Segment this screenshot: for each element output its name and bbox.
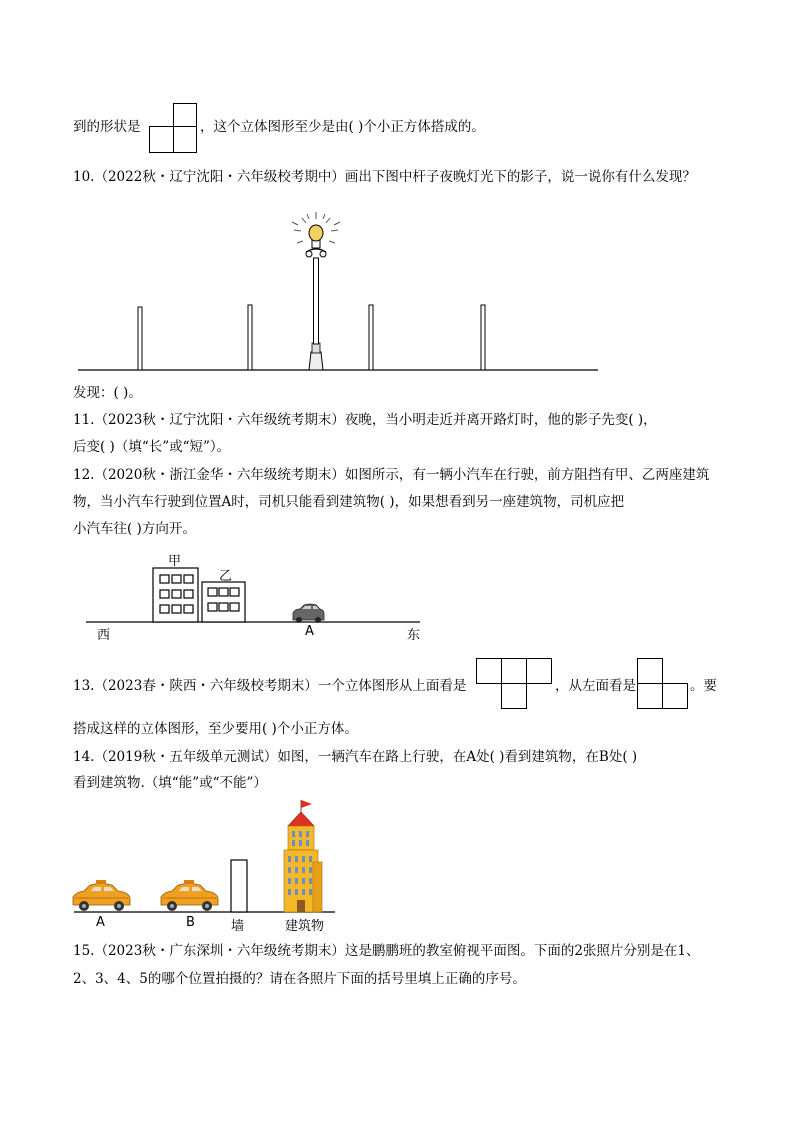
label-position-a: A xyxy=(305,624,314,639)
q13-text-after: 。要 xyxy=(690,678,717,694)
taxi-icon-a xyxy=(73,880,130,911)
q11-line2: 后变( )（填“长”或“短”）。 xyxy=(73,439,231,455)
q14-line1: 14.（2019秋・五年级单元测试）如图，一辆汽车在路上行驶，在A处( )看到建筑物，在B处( ) xyxy=(73,749,638,765)
label-west: 西 xyxy=(97,628,111,643)
label-b: B xyxy=(186,915,195,930)
wall-shape xyxy=(231,860,247,912)
q11-line1: 11.（2023秋・辽宁沈阳・六年级统考期末）夜晚，当小明走近并离开路灯时，他的影子先变( )， xyxy=(73,412,657,428)
q12-line3: 小汽车往( )方向开。 xyxy=(73,521,196,537)
label-a: A xyxy=(96,915,105,930)
label-east: 东 xyxy=(407,628,421,643)
q9-text-before: 到的形状是 xyxy=(73,119,141,135)
q15-line1: 15.（2023秋・广东深圳・六年级统考期末）这是鹏鹏班的教室俯视平面图。下面的2张照片分别是在1、 xyxy=(73,943,700,959)
q10-discovery: 发现：( )。 xyxy=(73,385,142,401)
q13-text-middle: ，从左面看是 xyxy=(555,678,636,694)
label-yi: 乙 xyxy=(219,569,233,584)
q12-line1: 12.（2020秋・浙江金华・六年级统考期末）如图所示，有一辆小汽车在行驶，前方阻挡有甲、乙两座建筑 xyxy=(73,467,710,483)
label-wall: 墙 xyxy=(231,919,245,934)
label-building: 建筑物 xyxy=(285,919,325,934)
q12-line2: 物，当小汽车行驶到位置A时，司机只能看到建筑物( )，如果想看到另一座建筑物，司机应把 xyxy=(73,494,625,510)
q13-line2: 搭成这样的立体图形，至少要用( )个小正方体。 xyxy=(73,721,358,737)
q13-text-before: 13.（2023春・陕西・六年级校考期末）一个立体图形从上面看是 xyxy=(73,678,467,694)
q15-line2: 2、3、4、5的哪个位置拍摄的？请在各照片下面的括号里填上正确的序号。 xyxy=(73,971,526,987)
q10-question: 10.（2022秋・辽宁沈阳・六年级校考期中）画出下图中杆子夜晚灯光下的影子，说一说你有什么发现？ xyxy=(73,169,696,185)
taxi-icon-b xyxy=(161,880,218,911)
q9-text-after: ，这个立体图形至少是由( )个小正方体搭成的。 xyxy=(200,119,485,135)
tower-building-icon xyxy=(284,800,322,912)
label-jia: 甲 xyxy=(168,554,182,569)
q14-line2: 看到建筑物.（填“能”或“不能”） xyxy=(73,775,267,791)
